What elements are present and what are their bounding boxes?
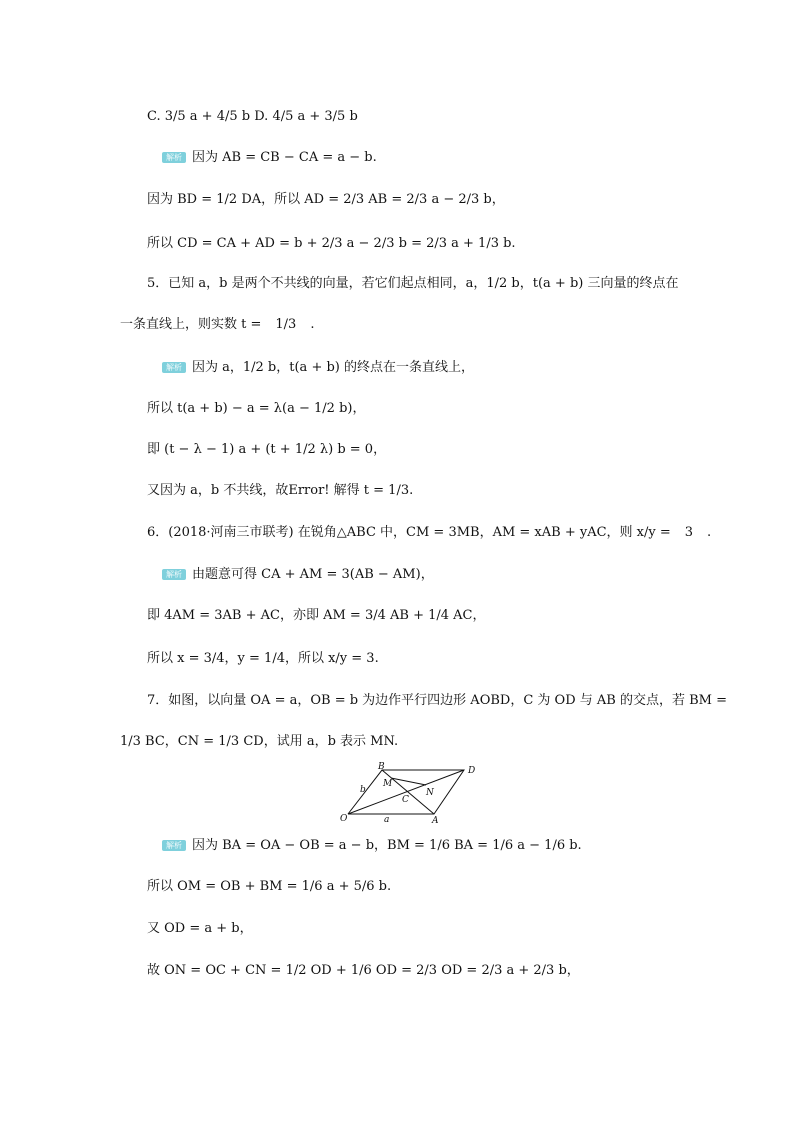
q4-options-line: C. 3/5 a + 4/5 b D. 4/5 a + 3/5 b [147,109,358,124]
analysis-line: 解析 因为 AB = CB − CA = a − b. [162,149,377,167]
edge-label: b [360,785,366,795]
point-label: O [340,814,348,824]
analysis-badge: 解析 [162,362,186,373]
analysis-line: 解析 因为 a，1/2 b，t(a + b) 的终点在一条直线上， [162,359,474,377]
solution-line: 所以 x = 3/4，y = 1/4，所以 x/y = 3. [147,651,379,666]
analysis-line: 解析 因为 BA = OA − OB = a − b，BM = 1/6 BA = 1/6 a − 1/6 b. [162,837,582,855]
point-label: M [383,779,393,789]
point-label: B [378,762,385,772]
edge-label: a [384,815,390,824]
answer-q5: 1/3 [275,317,297,332]
solution-line: 又因为 a，b 不共线，故Error! 解得 t = 1/3. [147,483,414,498]
solution-line: 即 (t − λ − 1) a + (t + 1/2 λ) b = 0， [147,442,387,457]
parallelogram-figure [338,762,488,824]
analysis-badge: 解析 [162,152,186,163]
question-5-line: 一条直线上，则实数 t = 1/3 . [120,317,315,332]
analysis-badge: 解析 [162,840,186,851]
question-6-line: 6．(2018·河南三市联考) 在锐角△ABC 中，CM = 3MB，AM = xAB + yAC，则 x/y = 3 . [147,525,712,540]
analysis-badge: 解析 [162,569,186,580]
solution-line: 又 OD = a + b， [147,921,253,936]
question-5-line: 5．已知 a，b 是两个不共线的向量，若它们起点相同，a，1/2 b，t(a + b) 三向量的终点在 [147,276,679,291]
solution-line: 所以 t(a + b) − a = λ(a − 1/2 b)， [147,401,366,416]
answer-q6: 3 [684,525,694,540]
question-7-line: 1/3 BC，CN = 1/3 CD，试用 a，b 表示 MN. [120,734,399,749]
point-label: A [432,816,439,824]
solution-line: 所以 CD = CA + AD = b + 2/3 a − 2/3 b = 2/3 a + 1/3 b. [147,236,516,251]
analysis-line: 解析 由题意可得 CA + AM = 3(AB − AM)， [162,566,434,584]
point-label: N [426,788,434,798]
point-label: C [402,795,409,805]
question-7-line: 7．如图，以向量 OA = a，OB = b 为边作平行四边形 AOBD，C 为 OD 与 AB 的交点，若 BM = [147,693,727,708]
solution-line: 因为 BD = 1/2 DA，所以 AD = 2/3 AB = 2/3 a − 2/3 b， [147,192,505,207]
solution-line: 所以 OM = OB + BM = 1/6 a + 5/6 b. [147,879,392,894]
point-label: D [468,766,476,776]
solution-line: 故 ON = OC + CN = 1/2 OD + 1/6 OD = 2/3 OD = 2/3 a + 2/3 b， [147,963,580,978]
solution-line: 即 4AM = 3AB + AC，亦即 AM = 3/4 AB + 1/4 AC， [147,608,486,623]
